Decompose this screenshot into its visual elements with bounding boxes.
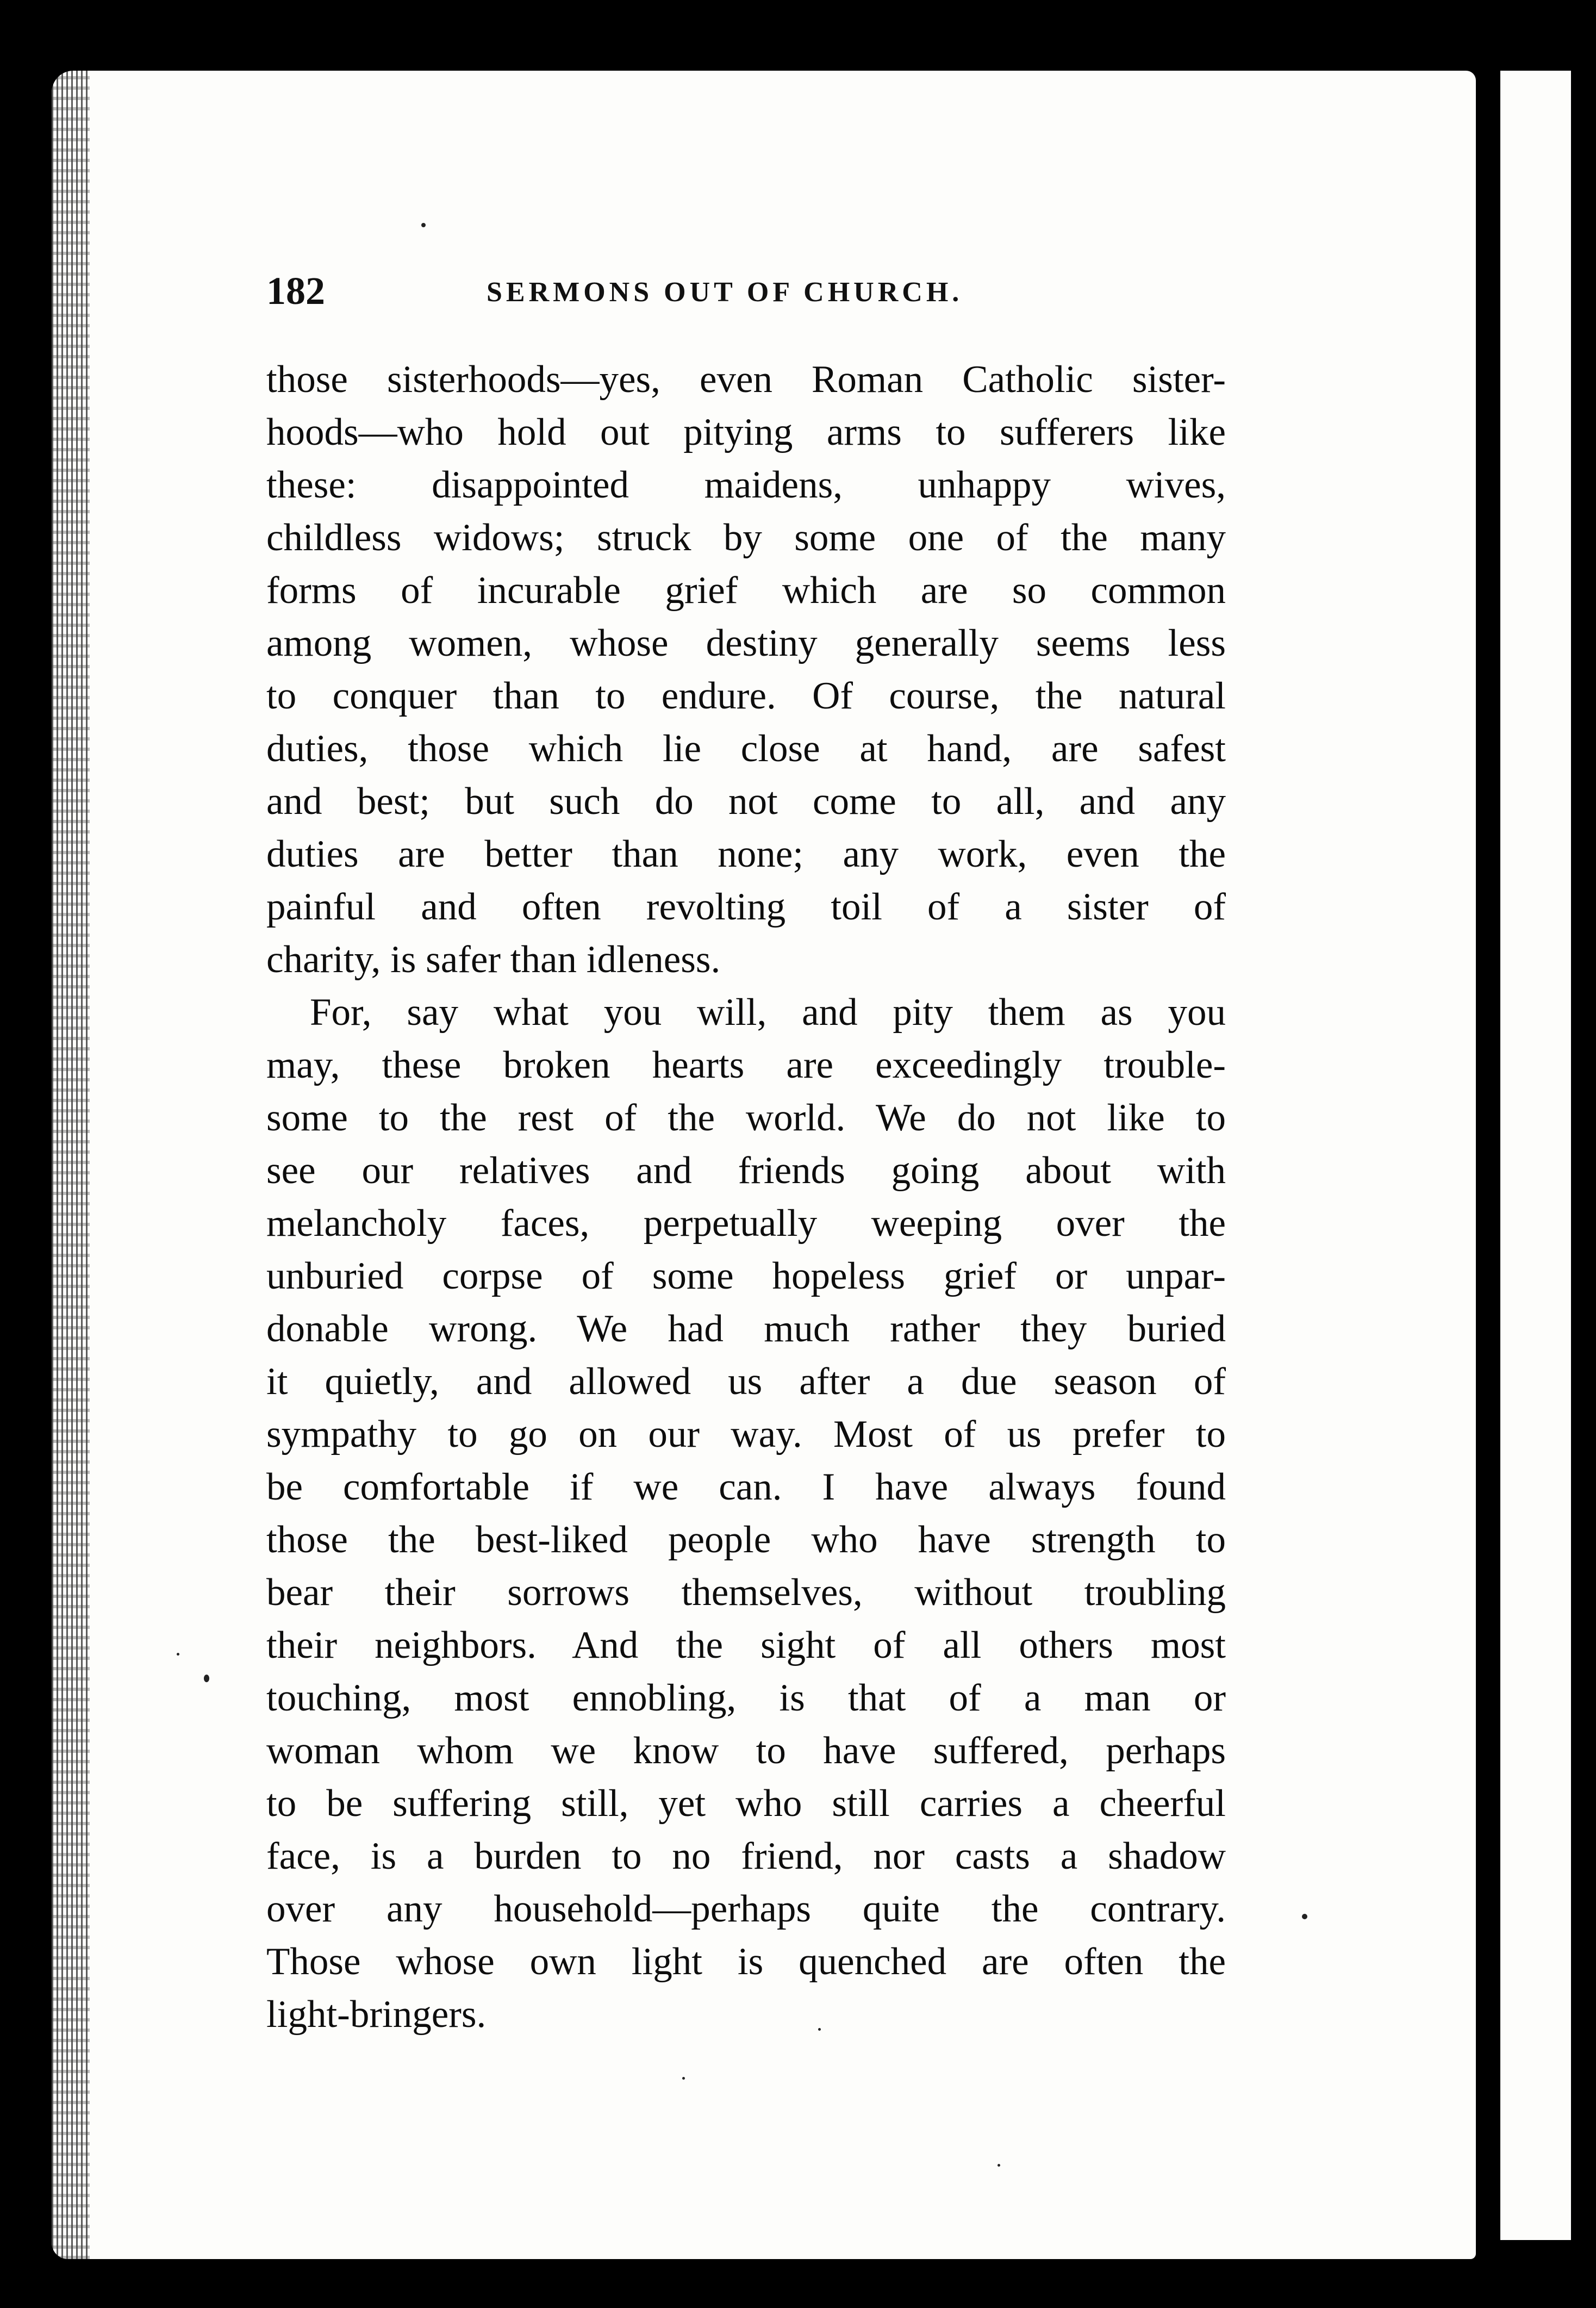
text-line: For, say what you will, and pity them as you xyxy=(310,991,1226,1034)
speck xyxy=(204,1675,209,1682)
speck xyxy=(998,2164,1000,2167)
text-line: see our relatives and friends going about with xyxy=(266,1149,1226,1192)
text-line: to be suffering still, yet who still carries a cheerful xyxy=(266,1782,1226,1825)
body-text xyxy=(266,353,1226,2041)
text-line: painful and often revolting toil of a sister of xyxy=(266,886,1226,928)
text-line: touching, most ennobling, is that of a man or xyxy=(266,1677,1226,1719)
text-line: duties are better than none; any work, even the xyxy=(266,833,1226,875)
adjacent-page-edge xyxy=(1484,71,1571,2240)
text-line: bear their sorrows themselves, without troubling xyxy=(266,1571,1226,1614)
text-line: may, these broken hearts are exceedingly trouble- xyxy=(266,1044,1226,1086)
page-header xyxy=(266,266,1017,315)
text-line: light-bringers. xyxy=(266,1993,487,2036)
text-line: Those whose own light is quenched are often the xyxy=(266,1940,1226,1983)
text-line: melancholy faces, perpetually weeping over the xyxy=(266,1202,1226,1245)
speck xyxy=(682,2077,685,2080)
text-line: to conquer than to endure. Of course, the natural xyxy=(266,675,1226,717)
page-number: 182 xyxy=(266,269,325,313)
text-line: duties, those which lie close at hand, are safest xyxy=(266,727,1226,770)
text-line: donable wrong. We had much rather they buried xyxy=(266,1308,1226,1350)
text-line: charity, is safer than idleness. xyxy=(266,938,721,981)
text-line: those the best-liked people who have strength to xyxy=(266,1519,1226,1561)
text-line: their neighbors. And the sight of all others most xyxy=(266,1624,1226,1666)
binding-edge xyxy=(52,71,90,2259)
text-line: and best; but such do not come to all, and any xyxy=(266,780,1226,823)
speck xyxy=(1302,1914,1307,1919)
text-line: among women, whose destiny generally seems less xyxy=(266,622,1226,664)
text-line: hoods—who hold out pitying arms to sufferers like xyxy=(266,411,1226,453)
text-line: face, is a burden to no friend, nor casts a shadow xyxy=(266,1835,1226,1877)
speck xyxy=(421,223,426,227)
text-line: woman whom we know to have suffered, perhaps xyxy=(266,1730,1226,1772)
text-line: those sisterhoods—yes, even Roman Catholic sister- xyxy=(266,358,1226,401)
text-line: some to the rest of the world. We do not like to xyxy=(266,1097,1226,1139)
text-line: it quietly, and allowed us after a due season of xyxy=(266,1360,1226,1403)
text-line: these: disappointed maidens, unhappy wives, xyxy=(266,464,1226,506)
speck xyxy=(177,1653,179,1656)
text-line: unburied corpse of some hopeless grief or unpar- xyxy=(266,1255,1226,1297)
running-head: SERMONS OUT OF CHURCH. xyxy=(487,277,963,308)
text-line: be comfortable if we can. I have always found xyxy=(266,1466,1226,1508)
text-line: forms of incurable grief which are so common xyxy=(266,569,1226,612)
text-line: over any household—perhaps quite the contrary. xyxy=(266,1888,1226,1930)
text-line: sympathy to go on our way. Most of us prefer to xyxy=(266,1413,1226,1455)
text-line: childless widows; struck by some one of the many xyxy=(266,517,1226,559)
